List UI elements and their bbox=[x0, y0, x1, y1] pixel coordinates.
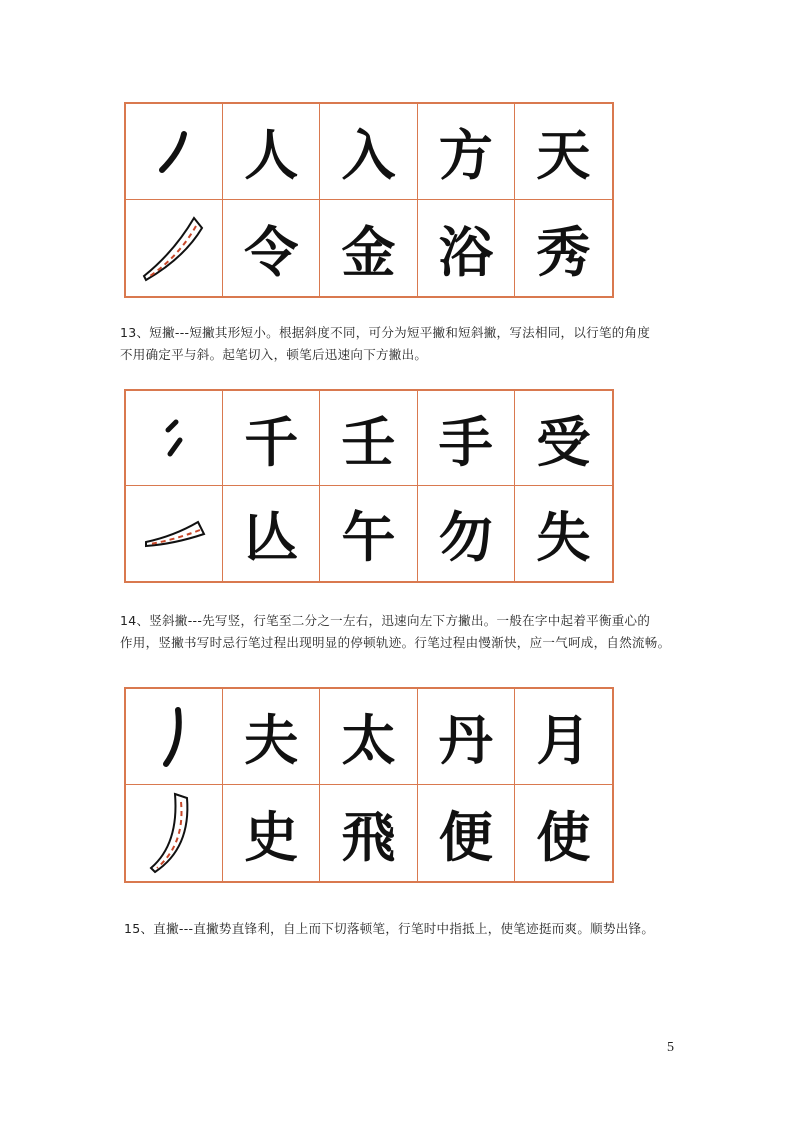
stroke-diagram-cell bbox=[126, 486, 223, 581]
char-cell: 使 bbox=[536, 804, 591, 869]
char-cell: 夫 bbox=[223, 689, 320, 785]
char-cell: 飛 bbox=[320, 785, 417, 881]
paragraph-15-line-1: 15、直撇---直撇势直锋利，自上而下切落顿笔，行笔时中指抵上，使笔迹挺而爽。顺势出锋。 bbox=[124, 921, 655, 936]
pie-stroke-icon bbox=[144, 122, 204, 182]
char-cell: 壬 bbox=[320, 391, 417, 486]
example-grid-1 bbox=[124, 102, 614, 298]
paragraph-15 bbox=[124, 918, 684, 940]
paragraph-14-line-1: 14、竖斜撇---先写竖，行笔至二分之一左右，迅速向左下方撇出。一般在字中起着平衡重心的 bbox=[120, 613, 651, 628]
pie-stroke-diagram-icon bbox=[134, 208, 214, 288]
paragraph-13-line-2: 不用确定平与斜。起笔切入，顿笔后迅速向下方撇出。 bbox=[120, 347, 428, 362]
char-cell: 天 bbox=[515, 104, 612, 200]
char-cell: 金 bbox=[320, 200, 417, 296]
example-grid-2 bbox=[124, 389, 614, 583]
char-cell: 人 bbox=[223, 104, 320, 200]
char-cell: 史 bbox=[223, 785, 320, 881]
stroke-demo-cell bbox=[126, 689, 223, 785]
paragraph-13 bbox=[120, 322, 680, 366]
stroke-demo-cell bbox=[126, 104, 223, 200]
char-cell: 入 bbox=[320, 104, 417, 200]
short-pie-stroke-icon bbox=[144, 408, 204, 468]
char-cell: 手 bbox=[418, 391, 515, 486]
stroke-diagram-cell bbox=[126, 785, 223, 881]
char-cell: 方 bbox=[418, 104, 515, 200]
paragraph-14-line-2: 作用，竖撇书写时忌行笔过程出现明显的停顿轨迹。行笔过程由慢渐快，应一气呵成，自然流畅。 bbox=[120, 635, 671, 650]
char-cell: 浴 bbox=[418, 200, 515, 296]
char-cell: 受 bbox=[515, 391, 612, 486]
char-cell: 丹 bbox=[418, 689, 515, 785]
stroke-demo-cell bbox=[126, 391, 223, 486]
char-cell: 令 bbox=[223, 200, 320, 296]
vertical-pie-stroke-icon bbox=[144, 702, 204, 772]
short-pie-diagram-icon bbox=[134, 504, 214, 564]
example-grid-3 bbox=[124, 687, 614, 883]
char-cell: 勿 bbox=[418, 486, 515, 581]
char-cell: 千 bbox=[223, 391, 320, 486]
char-cell: 亾 bbox=[223, 486, 320, 581]
char-cell: 失 bbox=[536, 505, 591, 569]
char-cell: 太 bbox=[320, 689, 417, 785]
stroke-diagram-cell bbox=[126, 200, 223, 296]
vertical-pie-diagram-icon bbox=[139, 788, 209, 878]
paragraph-14 bbox=[120, 610, 680, 654]
char-cell: 便 bbox=[418, 785, 515, 881]
paragraph-13-line-1: 13、短撇---短撇其形短小。根据斜度不同，可分为短平撇和短斜撇，写法相同，以行笔的角度 bbox=[120, 325, 651, 340]
page-number: 5 bbox=[667, 1040, 674, 1055]
char-cell: 午 bbox=[320, 486, 417, 581]
char-cell: 月 bbox=[515, 689, 612, 785]
char-cell: 秀 bbox=[536, 219, 591, 284]
